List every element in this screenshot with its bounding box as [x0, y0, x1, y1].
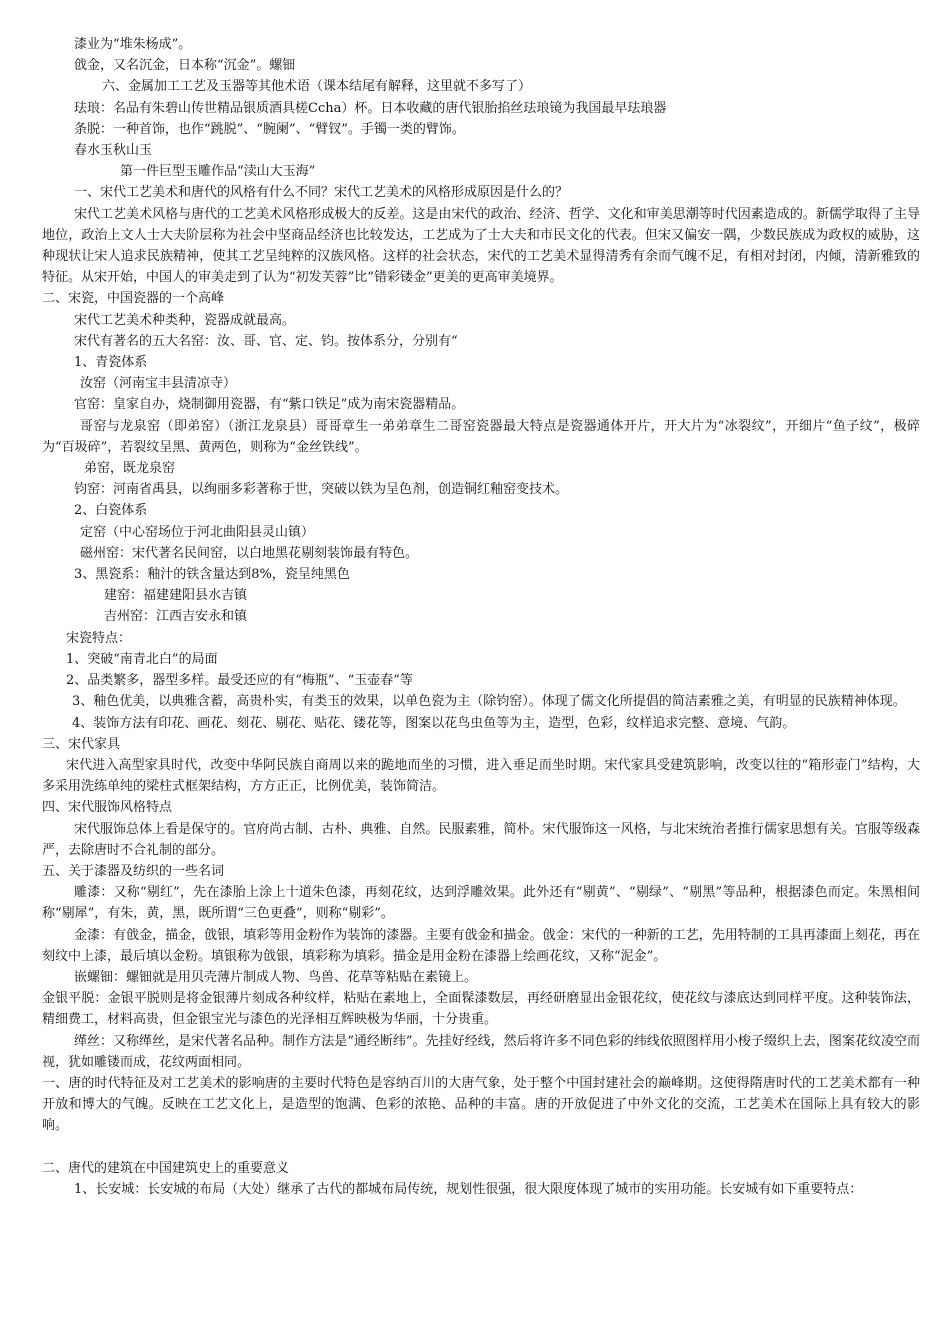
question-heading: 一、宋代工艺美术和唐代的风格有什么不同？宋代工艺美术的风格形成原因是什么的？ [74, 185, 569, 201]
list-heading: 2、白瓷体系 [74, 503, 148, 519]
paragraph: 嵌螺钿：螺钿就是用贝壳薄片制成人物、鸟兽、花草等粘贴在素镜上。 [74, 969, 478, 985]
list-item: 4、装饰方法有印花、画花、刻花、剔花、贴花、镂花等，图案以花鸟虫鱼等为主，造型，色彩，纹样追求完整、意境、气韵。 [72, 715, 796, 731]
paragraph: 雕漆：又称“剔红”，先在漆胎上涂上十道朱色漆，再刻花纹，达到浮雕效果。此外还有“剔黄”、“剔绿”、“剔黑”等品种，根据漆色而定。朱黑相间称“剔犀”，有朱，黄，黑，既所谓“三色更叠”，则称“剔彩”。 [42, 885, 920, 922]
paragraph: 宋代服饰总体上看是保守的。官府尚古制、古朴、典雅、自然。民服素雅，简朴。宋代服饰这一风格，与北宋统治者推行儒家思想有关。官服等级森严，去除唐时不合礼制的部分。 [42, 821, 920, 858]
paragraph: 缂丝：又称缂丝，是宋代著名品种。制作方法是“通经断纬”。先挂好经线，然后将许多不同色彩的纬线依照图样用小梭子缀织上去，图案花纹凌空而视，犹如雕镂而成，花纹两面相同。 [42, 1033, 920, 1070]
text-line: 定窑（中心窑场位于河北曲阳县灵山镇） [80, 524, 315, 540]
text-line: 汝窑（河南宝丰县清凉寺） [80, 376, 237, 392]
text-line: 珐琅：名品有朱碧山传世精品银质酒具槎Ccha）杯。日本收藏的唐代银胎掐丝珐琅镜为我国最早珐琅器 [74, 100, 667, 116]
section-heading: 三、宋代家具 [42, 736, 121, 752]
paragraph: 哥窑与龙泉窑（即弟窑）（浙江龙泉县）哥哥章生一弟弟章生二哥窑瓷器最大特点是瓷器通体开片，开大片为“冰裂纹”，开细片“鱼子纹”，极碎为“百圾碎”，若裂纹呈黑、黄两色，则称为“金丝铁线”。 [42, 418, 920, 455]
text-line: 第一件巨型玉雕作品“渎山大玉海” [120, 164, 316, 180]
section-heading: 四、宋代服饰风格特点 [42, 800, 173, 816]
text-line: 建窑：福建建阳县水吉镇 [104, 588, 248, 604]
paragraph: 宋代进入高型家具时代，改变中华阿民族自商周以来的跪地而坐的习惯，进入垂足而坐时期。宋代家具受建筑影响，改变以往的“箱形壶门”结构，大多采用洗练单纯的梁柱式框架结构，方方正正，比例优美，装饰简洁。 [42, 757, 920, 795]
text-line: 宋代工艺美术种类种，瓷器成就最高。 [74, 312, 296, 328]
text-line: 漆业为“堆朱杨成”。 [74, 37, 192, 52]
list-heading: 3、黑瓷系：釉汁的铁含量达到8%，瓷呈纯黑色 [74, 567, 350, 583]
paragraph: 一、唐的时代特征及对工艺美术的影响唐的主要时代特色是容纳百川的大唐气象，处于整个中国封建社会的巅峰期。这使得隋唐时代的工艺美术都有一种开放和博大的气魄。反映在工艺文化上，是造型的饱满、色彩的浓艳、品种的丰富。唐的开放促进了中外文化的交流，工艺美术在国际上具有较大的影响。 [42, 1075, 920, 1134]
section-heading: 二、唐代的建筑在中国建筑史上的重要意义 [42, 1160, 290, 1176]
text-line: 戗金，又名沉金，日本称“沉金”。螺钿 [74, 58, 296, 74]
text-line: 条脱：一种首饰，也作“跳脱”、“腕阑”、“臂钗”。手镯一类的臂饰。 [74, 121, 465, 137]
text-line: 磁州窑：宋代著名民间窑，以白地黑花剔刻装饰最有特色。 [80, 545, 419, 561]
list-item: 1、突破“南青北白”的局面 [66, 651, 218, 667]
text-line: 官窑：皇家自办，烧制御用瓷器，有“紫口铁足”成为南宋瓷器精品。 [74, 397, 465, 413]
text-line: 弟窑，既龙泉窑 [84, 461, 176, 477]
section-heading: 二、宋瓷，中国瓷器的一个高峰 [42, 291, 225, 307]
list-item: 2、品类繁多，器型多样。最受还应的有“梅瓶”、“玉壶春”等 [66, 673, 413, 689]
text-line: 春水玉秋山玉 [74, 143, 153, 159]
text-line: 吉州窑：江西吉安永和镇 [104, 609, 248, 625]
list-heading: 1、青瓷体系 [74, 355, 148, 371]
section-heading: 六、金属加工工艺及玉器等其他术语（课本结尾有解释，这里就不多写了） [102, 79, 532, 95]
paragraph: 宋代工艺美术风格与唐代的工艺美术风格形成极大的反差。这是由宋代的政治、经济、哲学、文化和审美思潮等时代因素造成的。新儒学取得了主导地位，政治上文人士大夫阶层称为社会中坚商品经济也比较发达，工艺成为了士大夫和市民文化的代表。但宋又偏安一隅，少数民族成为政权的威胁，这种现状让宋人追求民族精神，使其工艺呈纯粹的汉族风格。这样的社会状态，宋代的工艺美术显得清秀有余而气魄不足，有相对封闭，内倾，清新雅致的特征。从宋开始，中国人的审美走到了认为“初发芙蓉”比“错彩镂金”更美的更高审美境界。 [42, 206, 920, 286]
section-heading: 五、关于漆器及纺织的一些名词 [42, 863, 225, 879]
list-heading: 宋瓷特点： [66, 630, 132, 646]
text-line: 钧窑：河南省禹县，以绚丽多彩著称于世，突破以铁为呈色剂，创造铜红釉窑变技术。 [74, 482, 569, 498]
text-line: 宋代有著名的五大名窑：汝、哥、官、定、钧。按体系分，分别有“ [74, 333, 458, 349]
paragraph: 金漆：有戗金，描金，戗银，填彩等用金粉作为装饰的漆器。主要有戗金和描金。戗金：宋代的一种新的工艺，先用特制的工具再漆面上刻花，再在刻纹中上漆，最后填以金粉。填银称为戗银，填彩称为填彩。描金是用金粉在漆器上绘画花纹，又称“泥金”。 [42, 927, 920, 964]
list-item: 3、釉色优美，以典雅含蓄，高贵朴实，有类玉的效果，以单色瓷为主（除钧窑）。体现了儒文化所提倡的简洁素雅之美，有明显的民族精神体现。 [72, 694, 906, 710]
paragraph: 1、长安城：长安城的布局（大处）继承了古代的都城布局传统，规划性很强，很大限度体现了城市的实用功能。长安城有如下重要特点： [74, 1181, 863, 1197]
blank-line [42, 1137, 920, 1158]
paragraph: 金银平脱：金银平脱则是将金银薄片刻成各种纹样，粘贴在素地上，全面髹漆数层，再经研磨显出金银花纹，使花纹与漆底达到同样平度。这种装饰法，精细费工，材料高贵，但金银宝光与漆色的光泽相互辉映极为华丽，十分贵重。 [42, 991, 920, 1028]
